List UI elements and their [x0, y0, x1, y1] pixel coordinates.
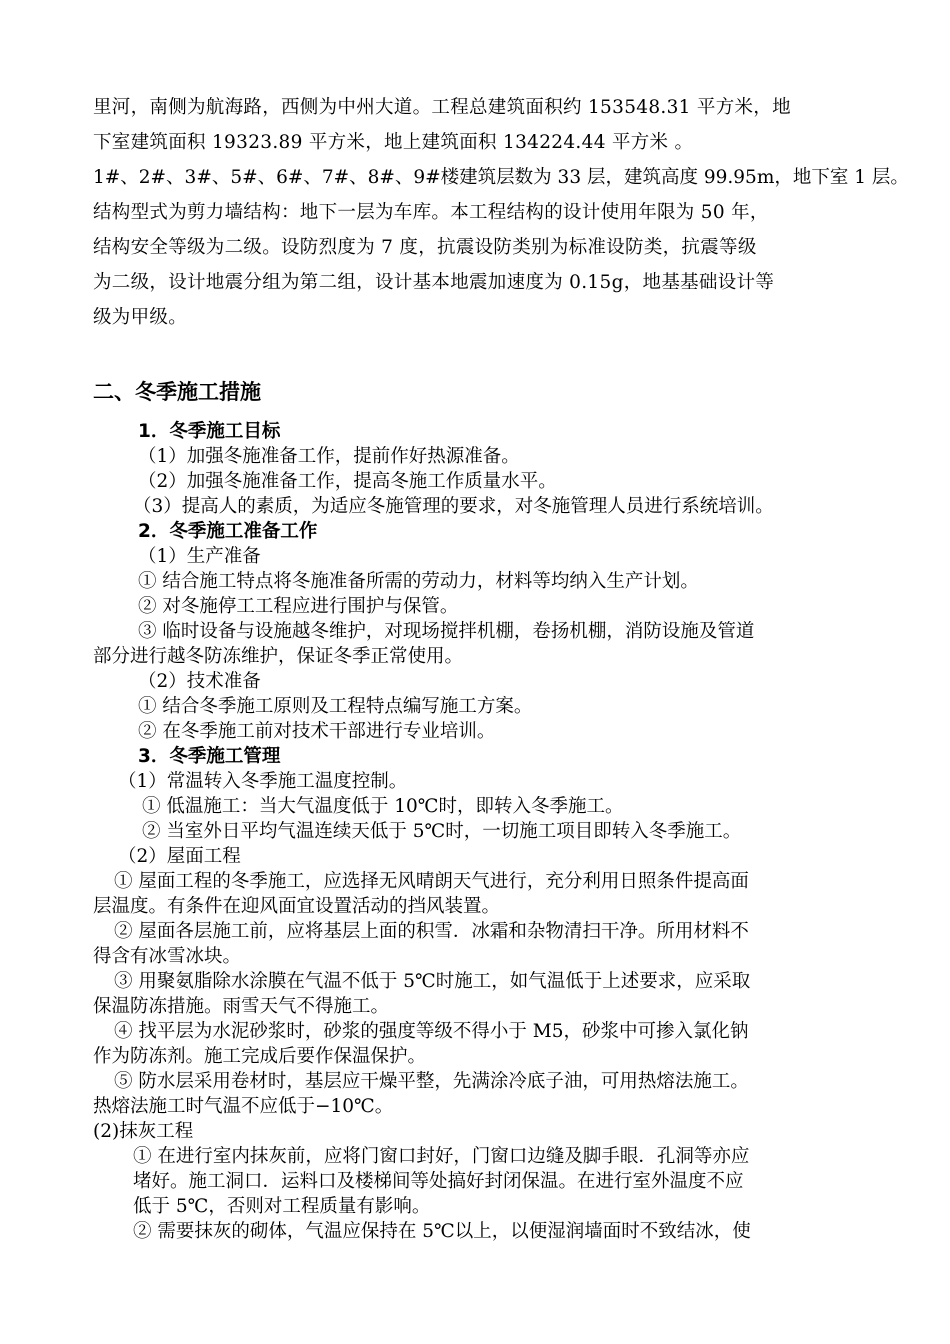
text-line: ② 需要抹灰的砌体，气温应保持在 5℃以上，以便湿润墙面时不致结冰，使: [133, 1221, 751, 1242]
text-line: 堵好。施工洞口．运料口及楼梯间等处搞好封闭保温。在进行室外温度不应: [133, 1171, 744, 1192]
text-line: ④ 找平层为水泥砂浆时，砂浆的强度等级不得小于 M5，砂浆中可掺入氯化钠: [114, 1021, 749, 1042]
text-line: 部分进行越冬防冻维护，保证冬季正常使用。: [93, 646, 464, 667]
subsection-heading: 2．冬季施工准备工作: [138, 521, 318, 542]
text-line: ① 结合冬季施工原则及工程特点编写施工方案。: [138, 696, 533, 717]
text-line: ① 在进行室内抹灰前，应将门窗口封好，门窗口边缝及脚手眼．孔洞等亦应: [133, 1146, 750, 1167]
text-line: ① 屋面工程的冬季施工，应选择无风晴朗天气进行，充分利用日照条件提高面: [114, 871, 749, 892]
text-line: （2）加强冬施准备工作，提高冬施工作质量水平。: [138, 471, 557, 492]
text-line: ③ 用聚氨脂除水涂膜在气温不低于 5℃时施工，如气温低于上述要求，应采取: [114, 971, 751, 992]
text-line: 得含有冰雪冰块。: [93, 946, 242, 967]
text-line: ② 屋面各层施工前，应将基层上面的积雪．冰霜和杂物清扫干净。所用材料不: [114, 921, 749, 942]
text-line: （2）技术准备: [138, 671, 261, 692]
subsection-heading: 1．冬季施工目标: [138, 421, 281, 442]
text-line: （2）屋面工程: [118, 846, 241, 867]
text-line: 热熔法施工时气温不应低于−10℃。: [93, 1096, 394, 1117]
text-line: ① 低温施工：当大气温度低于 10℃时，即转入冬季施工。: [142, 796, 624, 817]
text-line: ② 对冬施停工工程应进行围护与保管。: [138, 596, 459, 617]
text-line: ② 当室外日平均气温连续天低于 5℃时，一切施工项目即转入冬季施工。: [142, 821, 742, 842]
text-line: 作为防冻剂。施工完成后要作保温保护。: [93, 1046, 427, 1067]
text-line: ① 结合施工特点将冬施准备所需的劳动力，材料等均纳入生产计划。: [138, 571, 699, 592]
subsection-heading: 3．冬季施工管理: [138, 746, 281, 767]
text-line: ⑤ 防水层采用卷材时，基层应干燥平整，先满涂冷底子油，可用热熔法施工。: [114, 1071, 749, 1092]
text-line: 保温防冻措施。雨雪天气不得施工。: [93, 996, 390, 1017]
text-line: 级为甲级。: [93, 307, 188, 328]
text-line: ② 在冬季施工前对技术干部进行专业培训。: [138, 721, 496, 742]
text-line: 结构型式为剪力墙结构：地下一层为车库。本工程结构的设计使用年限为 50 年，: [93, 202, 769, 223]
text-line: （1）加强冬施准备工作，提前作好热源准备。: [138, 446, 520, 467]
text-line: (2)抹灰工程: [93, 1121, 194, 1142]
text-line: 低于 5℃，否则对工程质量有影响。: [133, 1196, 431, 1217]
text-line: （1）常温转入冬季施工温度控制。: [118, 771, 408, 792]
section-heading: 二、冬季施工措施: [93, 380, 261, 404]
text-line: 为二级，设计地震分组为第二组，设计基本地震加速度为 0.15g，地基基础设计等: [93, 272, 775, 293]
text-line: （3）提高人的素质，为适应冬施管理的要求，对冬施管理人员进行系统培训。: [133, 496, 774, 517]
text-line: 里河，南侧为航海路，西侧为中州大道。工程总建筑面积约 153548.31 平方米，地: [93, 97, 791, 118]
text-line: 结构安全等级为二级。设防烈度为 7 度，抗震设防类别为标准设防类，抗震等级: [93, 237, 757, 258]
text-line: （1）生产准备: [138, 546, 261, 567]
text-line: 下室建筑面积 19323.89 平方米，地上建筑面积 134224.44 平方米 。: [93, 132, 694, 153]
text-line: ③ 临时设备与设施越冬维护，对现场搅拌机棚，卷扬机棚，消防设施及管道: [138, 621, 755, 642]
text-line: 层温度。有条件在迎风面宜设置活动的挡风装置。: [93, 896, 501, 917]
text-line: 1#、2#、3#、5#、6#、7#、8#、9#楼建筑层数为 33 层，建筑高度 99.95m，地下室 1 层。: [93, 167, 909, 188]
